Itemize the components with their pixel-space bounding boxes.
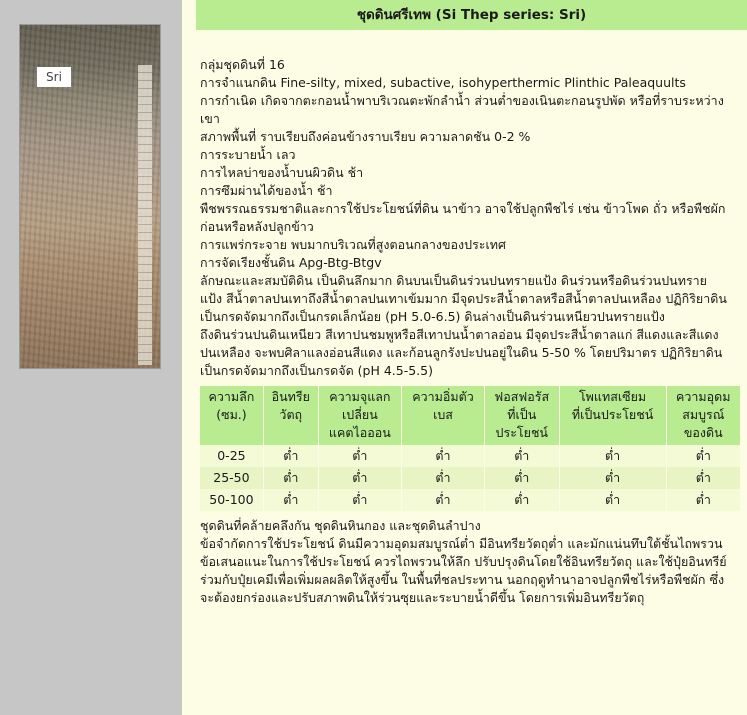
- table-header-text: อินทรีย: [271, 389, 310, 404]
- table-cell: ต่ำ: [484, 445, 559, 467]
- soil-properties-table: [200, 386, 741, 511]
- note-line: จะต้องยกร่องและปรับสภาพดินให้ร่วนซุยและระบายน้ำดีขึ้น โดยการเพิ่มอินทรียวัตถุ: [200, 590, 645, 605]
- note-line: ร่วมกับปุ๋ยเคมีเพื่อเพิ่มผลผลิตให้สูงขึ้น ในพื้นที่ชลประทาน นอกฤดูทำนาอาจปลูกพืชไร่หรือพืชผัก ซึ่ง: [200, 572, 725, 587]
- table-cell: ต่ำ: [263, 445, 318, 467]
- description-line: แป้ง สีน้ำตาลปนเทาถึงสีน้ำตาลปนเทาเข้มมาก มีจุดประสีน้ำตาลหรือสีน้ำตาลปนเหลือง ปฏิกิริยาดิน: [200, 291, 727, 306]
- table-header-cell: [666, 386, 740, 445]
- table-cell: ต่ำ: [263, 467, 318, 489]
- table-header-text: ความอิ่มตัว: [412, 389, 474, 404]
- additional-notes: [200, 517, 741, 607]
- description-line: กลุ่มชุดดินที่ 16: [200, 57, 285, 72]
- table-cell: ต่ำ: [263, 489, 318, 511]
- note-line: ข้อจำกัดการใช้ประโยชน์ ดินมีความอุดมสมบูรณ์ต่ำ มีอินทรียวัตถุต่ำ และมักแน่นทึบใต้ชั้นไถพรวน: [200, 536, 723, 551]
- table-cell: ต่ำ: [318, 467, 401, 489]
- table-header-text: (ซม.): [216, 407, 247, 422]
- table-header-text: ความจุแลก: [329, 389, 391, 404]
- description-line: พืชพรรณธรรมชาติและการใช้ประโยชน์ที่ดิน นาข้าว อาจใช้ปลูกพืชไร่ เช่น ข้าวโพด ถั่ว หรือพืชผัก: [200, 201, 726, 216]
- table-header-cell: [484, 386, 559, 445]
- description-line: การจัดเรียงชั้นดิน Apg-Btg-Btgv: [200, 255, 382, 270]
- table-cell: ต่ำ: [402, 489, 485, 511]
- table-header-text: สมบูรณ์: [682, 407, 725, 422]
- table-cell: ต่ำ: [666, 445, 740, 467]
- soil-description: [200, 56, 741, 607]
- main-content: [196, 0, 747, 715]
- table-header-text: ที่เป็น: [507, 407, 537, 422]
- table-header-text: ความอุดม: [676, 389, 731, 404]
- measuring-tape: [138, 65, 152, 365]
- table-cell: 25-50: [200, 467, 263, 489]
- table-header-cell: [200, 386, 263, 445]
- page-title: ชุดดินศรีเทพ (Si Thep series: Sri): [196, 0, 747, 30]
- table-header-cell: [559, 386, 666, 445]
- table-cell: ต่ำ: [318, 445, 401, 467]
- table-header-cell: [402, 386, 485, 445]
- left-panel: [0, 0, 182, 715]
- table-cell: 0-25: [200, 445, 263, 467]
- table-header-cell: [263, 386, 318, 445]
- table-cell: ต่ำ: [484, 489, 559, 511]
- description-line: การแพร่กระจาย พบมากบริเวณที่สูงตอนกลางของประเทศ: [200, 237, 506, 252]
- description-line: เขา: [200, 111, 220, 126]
- description-line: การจำแนกดิน Fine-silty, mixed, subactive, isohyperthermic Plinthic Paleaquults: [200, 75, 686, 90]
- table-cell: ต่ำ: [402, 445, 485, 467]
- photo-label: Sri: [37, 67, 71, 87]
- description-line: ลักษณะและสมบัติดิน เป็นดินลึกมาก ดินบนเป็นดินร่วนปนทรายแป้ง ดินร่วนหรือดินร่วนปนทราย: [200, 273, 708, 288]
- table-cell: ต่ำ: [318, 489, 401, 511]
- description-line: การระบายน้ำ เลว: [200, 147, 296, 162]
- table-row: [200, 489, 741, 511]
- description-line: การไหลบ่าของน้ำบนผิวดิน ช้า: [200, 165, 364, 180]
- description-line: สภาพพื้นที่ ราบเรียบถึงค่อนข้างราบเรียบ ความลาดชัน 0-2 %: [200, 129, 531, 144]
- description-line: การกำเนิด เกิดจากตะกอนน้ำพาบริเวณตะพักลำน้ำ ส่วนต่ำของเนินตะกอนรูปพัด หรือที่ราบระหว่าง: [200, 93, 724, 108]
- table-header-text: แคตไอออน: [328, 425, 391, 440]
- table-cell: ต่ำ: [666, 467, 740, 489]
- table-cell: ต่ำ: [559, 489, 666, 511]
- table-cell: 50-100: [200, 489, 263, 511]
- soil-profile-photo: [19, 24, 161, 369]
- table-cell: ต่ำ: [666, 489, 740, 511]
- description-line: การซึมผ่านได้ของน้ำ ช้า: [200, 183, 333, 198]
- note-line: ชุดดินที่คล้ายคลึงกัน ชุดดินหินกอง และชุดดินลำปาง: [200, 518, 481, 533]
- table-header-row: [200, 386, 741, 445]
- table-header-text: โพแทสเซียม: [578, 389, 647, 404]
- table-header-text: ที่เป็นประโยชน์: [571, 407, 654, 422]
- table-body: [200, 445, 741, 511]
- note-line: ข้อเสนอแนะในการใช้ประโยชน์ ควรไถพรวนให้ลึก ปรับปรุงดินโดยใช้อินทรียวัตถุ และใช้ปุ๋ยอินทรีย์: [200, 554, 727, 569]
- table-header-text: เบส: [433, 407, 453, 422]
- table-header-text: ประโยชน์: [495, 425, 548, 440]
- table-cell: ต่ำ: [484, 467, 559, 489]
- table-header-cell: [318, 386, 401, 445]
- table-header-text: ฟอสฟอรัส: [494, 389, 550, 404]
- table-cell: ต่ำ: [559, 445, 666, 467]
- description-line: ก่อนหรือหลังปลูกข้าว: [200, 219, 314, 234]
- table-row: [200, 445, 741, 467]
- table-cell: ต่ำ: [559, 467, 666, 489]
- table-cell: ต่ำ: [402, 467, 485, 489]
- description-line: ปนเหลือง จะพบศิลาแลงอ่อนสีแดง และก้อนลูกรังปะปนอยู่ในดิน 5-50 % โดยปริมาตร ปฏิกิริยาดิน: [200, 345, 723, 360]
- description-line: ถึงดินร่วนปนดินเหนียว สีเทาปนชมพูหรือสีเทาปนน้ำตาลอ่อน มีจุดประสีน้ำตาลแก่ สีแดงและสีแดง: [200, 327, 719, 342]
- description-lines: [200, 56, 741, 380]
- table-header-text: วัตถุ: [279, 407, 303, 422]
- table-header-text: ความลึก: [208, 389, 255, 404]
- table-row: [200, 467, 741, 489]
- description-line: เป็นกรดจัดมากถึงเป็นกรดจัด (pH 4.5-5.5): [200, 363, 433, 378]
- description-line: เป็นกรดจัดมากถึงเป็นกรดเล็กน้อย (pH 5.0-6.5) ดินล่างเป็นดินร่วนเหนียวปนทรายแป้ง: [200, 309, 665, 324]
- table-header-text: เปลี่ยน: [342, 407, 378, 422]
- table-header-text: ของดิน: [683, 425, 723, 440]
